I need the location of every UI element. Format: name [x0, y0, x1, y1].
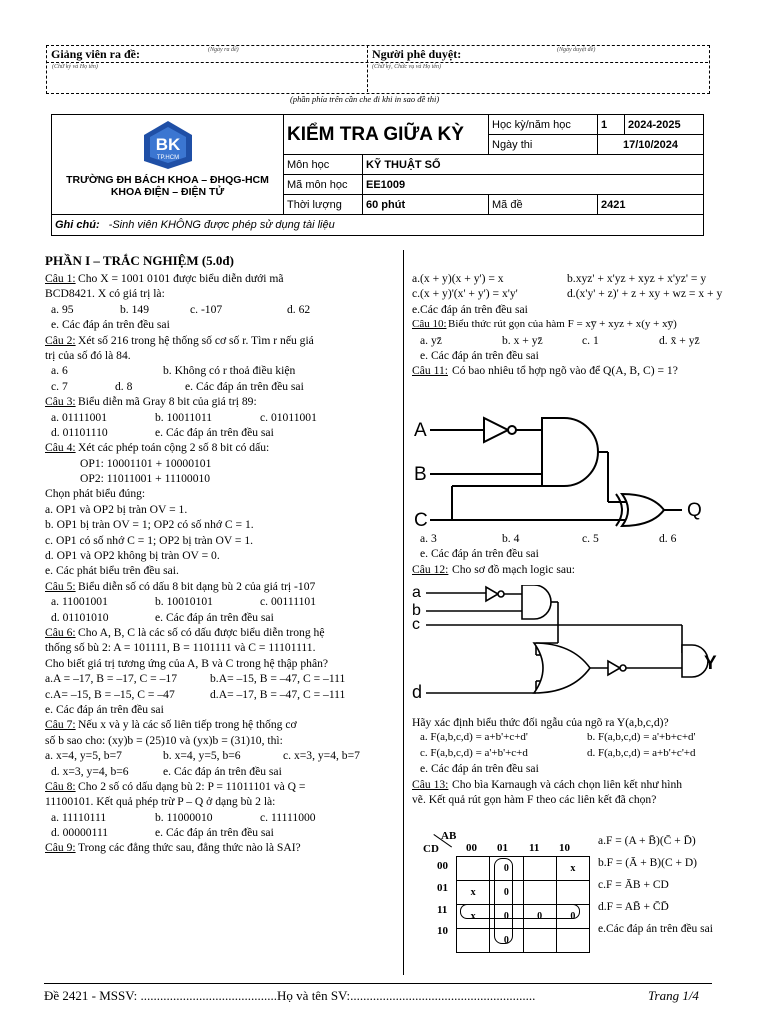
section-title: PHẦN I – TRẮC NGHIỆM (5.0đ) — [45, 253, 234, 268]
q9-option-e: e.Các đáp án trên đều sai — [412, 302, 528, 316]
question-text: số b sao cho: (xy)b = (25)10 và (yx)b = (31)10, thì: — [45, 733, 283, 747]
question-text: Nếu x và y là các số liên tiếp trong hệ thống cơ — [78, 718, 297, 732]
question-text: a. 01111001 — [51, 410, 108, 424]
question-line — [45, 733, 400, 748]
question-text: e. Các đáp án trên đều sai — [163, 764, 282, 778]
question-text: Chọn phát biểu đúng: — [45, 487, 146, 501]
q11-output-q-label: Q — [687, 500, 702, 521]
question-line — [45, 471, 400, 486]
q12-input-d-label: d — [412, 682, 423, 702]
q12-label: Câu 12: — [412, 562, 449, 576]
question-line — [45, 302, 400, 317]
kmap-row-11: 11 — [437, 904, 448, 916]
question-text: d. 62 — [287, 302, 311, 316]
q12-option-d: d. F(a,b,c,d) = a+b'+c'+d — [587, 746, 696, 759]
question-text: c. x=3, y=4, b=7 — [283, 749, 360, 763]
question-text: c. OP1 có số nhớ C = 1; OP2 bị tràn OV = 1. — [45, 533, 254, 547]
question-label: Câu 9: — [45, 841, 76, 855]
question-text: a. 6 — [51, 364, 68, 378]
subject-value: KỸ THUẬT SỐ — [363, 155, 704, 175]
question-line — [45, 702, 400, 717]
question-line — [45, 579, 400, 594]
question-line — [45, 764, 400, 779]
q12-input-b-label: b — [412, 602, 421, 619]
q12-question: Hãy xác định biểu thức đối ngẫu của ngõ ra Y(a,b,c,d)? — [412, 716, 669, 729]
q11-option-b: b. 4 — [502, 532, 520, 545]
question-text: c. 7 — [51, 379, 68, 393]
question-text: d. x=3, y=4, b=6 — [51, 764, 129, 778]
question-text: a. x=4, y=5, b=7 — [45, 749, 122, 763]
kmap-cell — [457, 857, 490, 881]
duration-label: Thời lượng — [284, 195, 363, 215]
note-cell — [52, 215, 704, 236]
exam-code-value: 2421 — [598, 195, 704, 215]
question-label: Câu 3: — [45, 395, 76, 409]
question-text: Trong các đẳng thức sau, đẳng thức nào là SAI? — [78, 841, 301, 855]
bk-logo — [138, 119, 198, 171]
q13-options — [598, 830, 768, 940]
question-text: thống số bù 2: A = 101111, B = 1101111 và C = 11101111. — [45, 641, 316, 655]
q13-option-b: b.F = (Ā + B)(C + D) — [598, 857, 697, 869]
question-text: c. 00111101 — [260, 595, 317, 609]
question-line — [45, 425, 400, 440]
q12-option-b: b. F(a,b,c,d) = a'+b+c+d' — [587, 731, 696, 744]
question-text: e. Các đáp án trên đều sai — [155, 425, 274, 439]
kmap-cell: 0 — [490, 929, 523, 953]
kmap-cell — [523, 881, 556, 905]
date-value: 17/10/2024 — [598, 135, 704, 155]
q9-option-a: a.(x + y)(x + y') = x — [412, 272, 504, 285]
question-text: a. 11001001 — [51, 595, 108, 609]
question-line — [45, 286, 400, 301]
q12-option-c: c. F(a,b,c,d) = a'+b'+c+d — [420, 746, 528, 759]
question-line — [45, 717, 400, 732]
q10-label: Câu 10: — [412, 318, 447, 331]
q13-option-a: a.F = (A + B̄)(C̄ + D̄) — [598, 835, 696, 847]
question-text: d. OP1 và OP2 không bị tràn OV = 0. — [45, 549, 220, 563]
approval-box-divider — [46, 62, 708, 63]
q12-output-y-label: Y — [704, 653, 717, 674]
lecturer-label: Giảng viên ra đề: — [51, 47, 140, 61]
question-line — [45, 687, 400, 702]
question-text: b. x=4, y=5, b=6 — [163, 749, 241, 763]
kmap — [420, 830, 590, 946]
kmap-group-row — [460, 904, 580, 919]
question-line — [45, 317, 400, 332]
question-line — [45, 440, 400, 455]
question-text: Cho X = 1001 0101 được biểu diễn dưới mã — [78, 272, 284, 285]
question-line — [45, 563, 400, 578]
question-line — [45, 333, 400, 348]
question-text: 11100101. Kết quả phép trừ P – Q ở dạng bù 2 là: — [45, 795, 276, 809]
question-text: b. Không có r thoả điều kiện — [163, 364, 296, 378]
footer-page-number: Trang 1/4 — [648, 988, 699, 1003]
footer-rule — [44, 983, 712, 984]
lecturer-date-hint: (Ngày ra đề) — [208, 47, 239, 53]
q11-options — [412, 531, 762, 577]
q10-option-d: d. x̄ + yz̄ — [659, 333, 700, 347]
question-label: Câu 1: — [45, 272, 76, 285]
question-text: c. 11111000 — [260, 810, 316, 824]
kmap-row-10: 10 — [437, 925, 448, 937]
question-line — [45, 810, 400, 825]
q11-option-a: a. 3 — [420, 532, 437, 545]
question-text: e. Các phát biểu trên đều sai. — [45, 564, 179, 578]
question-text: b. OP1 bị tràn OV = 1; OP2 có số nhớ C = 1. — [45, 518, 254, 532]
q13-option-d: d.F = AB̄ + C̄D̄ — [598, 901, 669, 913]
question-text: c. -107 — [190, 302, 223, 316]
question-text: e. Các đáp án trên đều sai — [45, 702, 164, 716]
q10-option-b: b. x + yz̄ — [502, 333, 543, 347]
q12-text: Cho sơ đồ mạch logic sau: — [452, 562, 576, 576]
subject-label: Môn học — [284, 155, 363, 175]
question-text: e. Các đáp án trên đều sai — [51, 318, 170, 332]
q10-option-c: c. 1 — [582, 333, 599, 347]
question-line — [45, 502, 400, 517]
q12-options — [412, 715, 762, 807]
kmap-cell: x — [457, 905, 490, 929]
course-code-value: EE1009 — [363, 175, 704, 195]
cover-note: (phần phía trên cần che đi khi in sao đề thi) — [290, 94, 440, 104]
q13-text: Cho bìa Karnaugh và cách chọn liên kết như hình — [452, 777, 683, 791]
q11-option-c: c. 5 — [582, 532, 599, 545]
kmap-col-11: 11 — [529, 842, 540, 854]
question-text: d. 01101110 — [51, 425, 108, 439]
question-line — [45, 671, 400, 686]
q13-label: Câu 13: — [412, 777, 449, 791]
question-text: e. Các đáp án trên đều sai — [155, 826, 274, 840]
question-text: a. 11110111 — [51, 810, 107, 824]
kmap-cell: 0 — [523, 905, 556, 929]
question-line — [45, 594, 400, 609]
question-line — [45, 548, 400, 563]
kmap-col-01: 01 — [497, 842, 508, 854]
exam-header-table — [51, 114, 704, 236]
kmap-cell — [556, 881, 589, 905]
kmap-cell — [556, 929, 589, 953]
q10-option-e: e. Các đáp án trên đều sai — [420, 348, 539, 362]
question-text: Biểu diễn mã Gray 8 bit của giá trị 89: — [78, 395, 257, 409]
kmap-corner-left: CD — [423, 843, 439, 855]
school-name: TRƯỜNG ĐH BÁCH KHOA – ĐHQG-HCM — [66, 174, 269, 186]
question-text: Cho A, B, C là các số có dấu được biểu diễn trong hệ — [78, 625, 325, 639]
q11-text: Có bao nhiêu tổ hợp ngõ vào để Q(A, B, C) = 1? — [452, 364, 678, 378]
question-line — [45, 748, 400, 763]
q13-option-e: e.Các đáp án trên đều sai — [598, 923, 713, 935]
question-text: Cho biết giá trị tương ứng của A, B và C trong hệ thập phân? — [45, 656, 329, 670]
question-text: c. 01011001 — [260, 410, 317, 424]
q12-input-a-label: a — [412, 585, 421, 601]
kmap-cell: 0 — [490, 857, 523, 881]
q13-text-2: vẽ. Kết quả rút gọn hàm F theo các liên kết đã chọn? — [412, 792, 657, 806]
q9-option-c: c.(x + y)'(x' + y') = x'y' — [412, 287, 518, 301]
q12-option-e: e. Các đáp án trên đều sai — [420, 762, 539, 776]
q10-text: Biểu thức rút gọn của hàm F = xy̅ + xyz + x(y + xy̅) — [448, 318, 677, 331]
question-text: Cho 2 số có dấu dạng bù 2: P = 11011101 và Q = — [78, 779, 306, 793]
exam-title: KIỂM TRA GIỮA KỲ — [284, 115, 489, 155]
question-label: Câu 4: — [45, 441, 76, 455]
kmap-cell — [523, 857, 556, 881]
question-text: b. 10011011 — [155, 410, 213, 424]
question-text: OP2: 11011001 + 11100010 — [80, 472, 211, 486]
logo-subtext: TP.HCM — [156, 155, 179, 161]
question-line — [45, 656, 400, 671]
question-line — [45, 271, 400, 286]
question-text: BCD8421. X có giá trị là: — [45, 287, 165, 301]
school-cell — [52, 115, 284, 215]
question-text: OP1: 10001101 + 10000101 — [80, 456, 212, 470]
question-text: b. 149 — [120, 302, 149, 316]
question-text: d.A= –17, B = –47, C = –111 — [210, 687, 346, 701]
q11-option-d: d. 6 — [659, 532, 677, 545]
question-line — [45, 410, 400, 425]
question-text: b.A= –15, B = –47, C = –111 — [210, 672, 346, 686]
question-line — [45, 363, 400, 378]
question-text: d. 01101010 — [51, 610, 109, 624]
question-label: Câu 7: — [45, 718, 76, 732]
right-column — [412, 271, 762, 379]
kmap-cell: x — [556, 857, 589, 881]
note-text: -Sinh viên KHÔNG được phép sử dụng tài liệu — [108, 219, 335, 231]
question-text: a. 95 — [51, 302, 74, 316]
question-line — [45, 640, 400, 655]
kmap-cell: x — [457, 881, 490, 905]
approval-box-mid — [367, 45, 368, 92]
date-label: Ngày thi — [489, 135, 598, 155]
course-code-label: Mã môn học — [284, 175, 363, 195]
question-text: e. Các đáp án trên đều sai — [155, 610, 274, 624]
q11-label: Câu 11: — [412, 364, 448, 378]
question-label: Câu 5: — [45, 579, 76, 593]
q11-input-a-label: A — [414, 420, 427, 441]
question-text: b. 11000010 — [155, 810, 213, 824]
left-column — [45, 271, 400, 856]
kmap-row-00: 00 — [437, 860, 448, 872]
question-text: Biểu diễn số có dấu 8 bit dạng bù 2 của giá trị -107 — [78, 579, 316, 593]
question-line — [45, 779, 400, 794]
question-label: Câu 8: — [45, 779, 76, 793]
q11-option-e: e. Các đáp án trên đều sai — [420, 547, 539, 561]
question-text: d. 8 — [115, 379, 133, 393]
kmap-group-column — [494, 858, 513, 944]
question-line — [45, 625, 400, 640]
question-line — [45, 517, 400, 532]
footer-student-info: Đề 2421 - MSSV: ..........................................Họ và tên SV:......................................................... — [44, 988, 536, 1003]
question-line — [45, 610, 400, 625]
question-text: a. OP1 và OP2 bị tràn OV = 1. — [45, 502, 188, 516]
question-text: e. Các đáp án trên đều sai — [185, 379, 304, 393]
note-label: Ghi chú: — [55, 219, 100, 231]
question-line — [45, 840, 400, 855]
semester-value: 1 — [598, 115, 625, 135]
kmap-cell: 0 — [490, 905, 523, 929]
question-line — [45, 394, 400, 409]
q12-option-a: a. F(a,b,c,d) = a+b'+c+d' — [420, 731, 528, 744]
kmap-cell: 0 — [490, 881, 523, 905]
question-label: Câu 6: — [45, 625, 76, 639]
kmap-col-10: 10 — [559, 842, 570, 854]
kmap-cell — [457, 929, 490, 953]
circuit-q11-diagram — [412, 412, 712, 530]
question-line — [45, 379, 400, 394]
exam-code-label: Mã đề — [489, 195, 598, 215]
question-line — [45, 348, 400, 363]
question-line — [45, 825, 400, 840]
question-text: a.A = –17, B = –17, C = –17 — [45, 672, 178, 686]
kmap-row-01: 01 — [437, 882, 448, 894]
question-line — [45, 794, 400, 809]
logo-text: BK — [155, 135, 180, 154]
q11-input-c-label: C — [414, 510, 428, 530]
question-line — [45, 486, 400, 501]
question-line — [45, 533, 400, 548]
q11-input-b-label: B — [414, 464, 427, 485]
kmap-cell: 0 — [556, 905, 589, 929]
question-text: trị của số đó là 84. — [45, 348, 131, 362]
approver-label: Người phê duyệt: — [372, 47, 462, 61]
question-text: Xét các phép toán cộng 2 số 8 bit có dấu: — [78, 441, 270, 455]
question-line — [45, 456, 400, 471]
kmap-cell — [523, 929, 556, 953]
semester-label: Học kỳ/năm học — [489, 115, 598, 135]
faculty-name: KHOA ĐIỆN – ĐIỆN TỬ — [110, 186, 225, 198]
q10-option-a: a. yz̄ — [420, 333, 442, 347]
q13-option-c: c.F = ĀB + CD — [598, 879, 669, 891]
kmap-col-00: 00 — [466, 842, 477, 854]
question-text: Xét số 216 trong hệ thống số cơ số r. Tìm r nếu giá — [78, 333, 314, 347]
question-text: d. 00000111 — [51, 826, 109, 840]
approver-sign-hint: (Chữ ký, Chức vụ và Họ tên) — [372, 64, 442, 70]
q9-option-b: b.xyz' + x'yz + xyz + x'yz' = y — [567, 272, 707, 285]
duration-value: 60 phút — [363, 195, 489, 215]
q9-option-d: d.(x'y' + z)' + z + xy + wz = x + y — [567, 287, 723, 301]
question-text: b. 10010101 — [155, 595, 213, 609]
circuit-q12-diagram — [412, 585, 732, 707]
kmap-corner-top: AB — [441, 830, 457, 842]
q12-input-c-label: c — [412, 616, 420, 633]
column-divider — [403, 250, 404, 975]
year-value: 2024-2025 — [625, 115, 704, 135]
question-label: Câu 2: — [45, 333, 76, 347]
approver-date-hint: (Ngày duyệt đề) — [557, 47, 596, 53]
question-text: c.A= –15, B = –15, C = –47 — [45, 687, 175, 701]
lecturer-sign-hint: (Chữ ký và Họ tên) — [52, 64, 98, 70]
